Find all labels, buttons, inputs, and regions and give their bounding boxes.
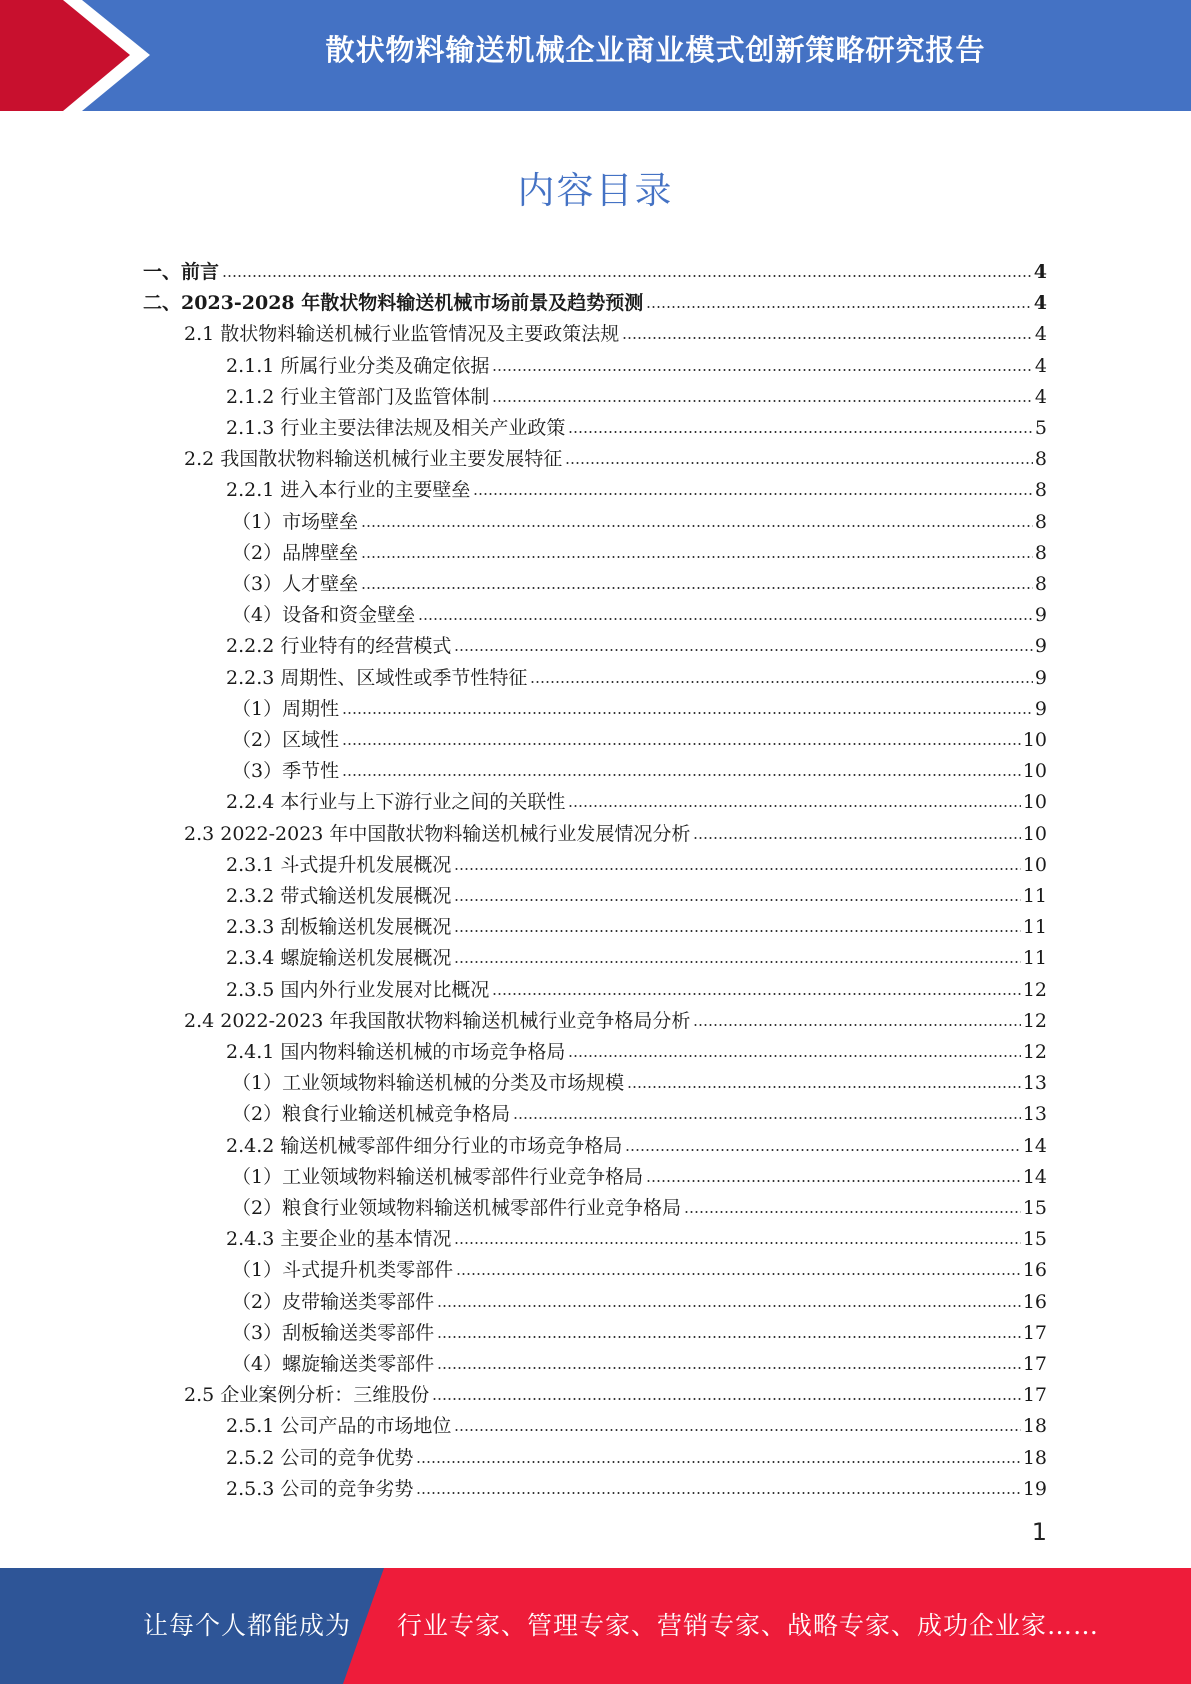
toc-entry-label: 二、2023-2028 年散状物料输送机械市场前景及趋势预测	[143, 292, 644, 315]
page-number: 1	[1031, 1518, 1047, 1546]
toc-entry[interactable]	[232, 721, 1047, 752]
toc-entry-label: （2）皮带输送类零部件	[232, 1290, 435, 1313]
toc-entry-page: 9	[1034, 604, 1047, 627]
toc-dot-leader	[432, 1396, 1021, 1402]
toc-entry-label: （1）周期性	[232, 697, 340, 720]
toc-entry-label: 2.4.2 输送机械零部件细分行业的市场竞争格局	[226, 1134, 623, 1157]
toc-entry-page: 11	[1022, 916, 1047, 939]
toc-entry[interactable]	[232, 752, 1047, 783]
page-footer	[0, 1568, 1191, 1684]
toc-dot-leader	[473, 491, 1033, 497]
toc-entry-page: 10	[1022, 791, 1047, 814]
report-title: 散状物料输送机械企业商业模式创新策略研究报告	[325, 33, 986, 67]
toc-dot-leader	[416, 1459, 1020, 1465]
toc-entry[interactable]	[226, 659, 1047, 690]
toc-entry[interactable]	[184, 1002, 1047, 1033]
toc-entry[interactable]	[143, 253, 1047, 284]
toc-dot-leader	[625, 1147, 1020, 1153]
toc-entry-label: （2）区域性	[232, 729, 340, 751]
toc-heading: 内容目录	[517, 169, 674, 212]
toc-entry[interactable]	[232, 1283, 1047, 1314]
toc-entry-page: 16	[1022, 1290, 1047, 1313]
toc-entry-label: 2.5.2 公司的竞争优势	[226, 1446, 414, 1469]
toc-entry-label: 2.3 2022-2023 年中国散状物料输送机械行业发展情况分析	[184, 822, 691, 845]
toc-entry-page: 10	[1022, 760, 1047, 783]
toc-entry-page: 13	[1022, 1072, 1047, 1095]
toc-entry-page: 11	[1022, 885, 1047, 907]
toc-entry[interactable]	[226, 939, 1047, 970]
toc-entry-page: 4	[1033, 261, 1047, 283]
toc-entry[interactable]	[226, 971, 1047, 1002]
toc-dot-leader	[454, 959, 1020, 965]
toc-dot-leader	[568, 803, 1020, 809]
toc-entry-label: 2.3.5 国内外行业发展对比概况	[226, 978, 490, 1001]
toc-dot-leader	[513, 1115, 1021, 1121]
toc-dot-leader	[568, 1053, 1020, 1059]
toc-entry-page: 8	[1034, 448, 1047, 471]
toc-dot-leader	[565, 460, 1033, 466]
toc-entry-label: 2.2.3 周期性、区域性或季节性特征	[226, 666, 528, 689]
toc-entry[interactable]	[232, 690, 1047, 721]
toc-entry-label: （2）粮食行业输送机械竞争格局	[232, 1103, 511, 1126]
toc-dot-leader	[492, 367, 1033, 373]
toc-dot-leader	[342, 741, 1021, 747]
toc-entry-label: （1）市场壁垒	[232, 510, 359, 533]
toc-entry-label: 2.3.3 刮板输送机发展概况	[226, 916, 452, 939]
toc-entry-page: 10	[1022, 822, 1047, 845]
toc-dot-leader	[437, 1334, 1021, 1340]
toc-dot-leader	[454, 928, 1020, 934]
toc-entry[interactable]	[226, 846, 1047, 877]
toc-dot-leader	[693, 1022, 1020, 1028]
toc-dot-leader	[622, 335, 1033, 341]
toc-entry[interactable]	[232, 1095, 1047, 1126]
toc-entry-page: 4	[1034, 323, 1047, 346]
toc-entry[interactable]	[184, 315, 1047, 346]
toc-dot-leader	[492, 398, 1033, 404]
toc-entry-label: 2.1 散状物料输送机械行业监管情况及主要政策法规	[184, 323, 620, 346]
toc-entry-label: （1）工业领域物料输送机械零部件行业竞争格局	[232, 1165, 644, 1188]
toc-entry-label: （1）工业领域物料输送机械的分类及市场规模	[232, 1072, 625, 1095]
page-header	[0, 0, 1191, 111]
toc-dot-leader	[342, 710, 1033, 716]
toc-entry-page: 19	[1022, 1477, 1047, 1500]
toc-entry-label: 2.5 企业案例分析：三维股份	[184, 1384, 430, 1407]
toc-entry-label: 一、前言	[143, 261, 220, 283]
toc-entry-label: （2）粮食行业领域物料输送机械零部件行业竞争格局	[232, 1197, 682, 1219]
toc-entry-page: 10	[1022, 729, 1047, 751]
toc-entry-label: （3）刮板输送类零部件	[232, 1321, 435, 1344]
toc-entry-page: 15	[1022, 1197, 1047, 1219]
toc-entry[interactable]	[226, 877, 1047, 908]
toc-entry[interactable]	[226, 783, 1047, 814]
toc-entry[interactable]	[226, 627, 1047, 658]
toc-entry-page: 13	[1022, 1103, 1047, 1126]
toc-entry[interactable]	[226, 1033, 1047, 1064]
toc-entry-page: 4	[1033, 292, 1047, 315]
toc-entry[interactable]	[184, 1376, 1047, 1407]
toc-entry-label: （3）人才壁垒	[232, 573, 359, 595]
toc-dot-leader	[361, 523, 1033, 529]
toc-dot-leader	[684, 1209, 1021, 1215]
toc-entry-page: 5	[1034, 417, 1047, 439]
toc-entry-page: 8	[1034, 479, 1047, 502]
toc-entry-label: 2.1.1 所属行业分类及确定依据	[226, 354, 490, 377]
toc-dot-leader	[437, 1303, 1021, 1309]
toc-entry-label: 2.3.1 斗式提升机发展概况	[226, 853, 452, 876]
toc-dot-leader	[456, 1271, 1021, 1277]
toc-entry[interactable]	[226, 1439, 1047, 1470]
toc-entry[interactable]	[226, 347, 1047, 378]
toc-entry-label: （4）螺旋输送类零部件	[232, 1353, 435, 1375]
toc-dot-leader	[454, 866, 1020, 872]
toc-entry-label: 2.2 我国散状物料输送机械行业主要发展特征	[184, 448, 563, 471]
toc-entry[interactable]	[232, 503, 1047, 534]
toc-entry-page: 16	[1022, 1259, 1047, 1282]
toc-entry-page: 17	[1022, 1353, 1047, 1375]
toc-entry-label: （3）季节性	[232, 760, 340, 783]
toc-entry[interactable]	[232, 1158, 1047, 1189]
toc-entry[interactable]	[232, 1345, 1047, 1376]
header-arrow-decoration	[0, 0, 160, 111]
toc-entry[interactable]	[232, 565, 1047, 596]
toc-entry-page: 9	[1034, 666, 1047, 689]
toc-dot-leader	[342, 772, 1021, 778]
toc-entry-page: 8	[1034, 541, 1047, 564]
toc-entry-page: 14	[1022, 1165, 1047, 1188]
toc-dot-leader	[416, 1490, 1020, 1496]
toc-entry-page: 8	[1034, 510, 1047, 533]
toc-entry[interactable]	[232, 534, 1047, 565]
toc-dot-leader	[492, 991, 1020, 997]
toc-entry-page: 17	[1022, 1321, 1047, 1344]
toc-entry[interactable]	[226, 409, 1047, 440]
toc-entry[interactable]	[226, 908, 1047, 939]
toc-entry[interactable]	[226, 378, 1047, 409]
toc-entry-label: 2.1.3 行业主要法律法规及相关产业政策	[226, 417, 566, 439]
toc-entry-page: 14	[1022, 1134, 1047, 1157]
toc-entry-page: 4	[1034, 385, 1047, 408]
toc-dot-leader	[454, 647, 1033, 653]
toc-entry[interactable]	[232, 1064, 1047, 1095]
toc-entry-label: （4）设备和资金壁垒	[232, 604, 416, 627]
toc-entry-label: 2.5.1 公司产品的市场地位	[226, 1415, 452, 1438]
toc-entry[interactable]	[232, 1251, 1047, 1282]
toc-entry-page: 4	[1034, 354, 1047, 377]
toc-entry[interactable]	[226, 1220, 1047, 1251]
toc-entry[interactable]	[232, 1189, 1047, 1220]
toc-entry-label: （2）品牌壁垒	[232, 541, 359, 564]
toc-entry-label: 2.2.2 行业特有的经营模式	[226, 635, 452, 658]
toc-dot-leader	[627, 1084, 1021, 1090]
toc-dot-leader	[454, 897, 1020, 903]
toc-entry-label: 2.4 2022-2023 年我国散状物料输送机械行业竞争格局分析	[184, 1009, 691, 1032]
toc-entry[interactable]	[226, 1127, 1047, 1158]
footer-slogan-left: 让每个人都能成为	[143, 1611, 352, 1640]
toc-entry[interactable]	[232, 1314, 1047, 1345]
toc-entry-label: 2.4.1 国内物料输送机械的市场竞争格局	[226, 1041, 566, 1063]
toc-dot-leader	[437, 1365, 1021, 1371]
toc-entry-page: 9	[1034, 697, 1047, 720]
toc-dot-leader	[646, 304, 1032, 310]
toc-dot-leader	[418, 616, 1033, 622]
toc-entry[interactable]	[226, 1407, 1047, 1438]
toc-dot-leader	[530, 679, 1033, 685]
toc-entry[interactable]	[184, 815, 1047, 846]
toc-entry-page: 9	[1034, 635, 1047, 658]
toc-entry-page: 8	[1034, 573, 1047, 595]
toc-entry[interactable]	[226, 1470, 1047, 1501]
toc-entry-page: 11	[1022, 947, 1047, 970]
toc-entry-page: 12	[1022, 1009, 1047, 1032]
toc-entry-label: 2.3.2 带式输送机发展概况	[226, 885, 452, 907]
toc-entry[interactable]	[143, 284, 1047, 315]
toc-dot-leader	[693, 835, 1020, 841]
toc-entry-page: 18	[1022, 1415, 1047, 1438]
toc-dot-leader	[568, 429, 1033, 435]
toc-dot-leader	[454, 1240, 1020, 1246]
toc-entry-label: （1）斗式提升机类零部件	[232, 1259, 454, 1282]
toc-entry-page: 10	[1022, 853, 1047, 876]
footer-slogan-right: 行业专家、管理专家、营销专家、战略专家、成功企业家……	[397, 1611, 1100, 1640]
toc-entry-label: 2.1.2 行业主管部门及监管体制	[226, 385, 490, 408]
toc-dot-leader	[361, 554, 1033, 560]
toc-entry-page: 12	[1022, 1041, 1047, 1063]
toc-entry[interactable]	[184, 440, 1047, 471]
toc-dot-leader	[361, 585, 1033, 591]
toc-entry-label: 2.4.3 主要企业的基本情况	[226, 1228, 452, 1251]
toc-entry-page: 17	[1022, 1384, 1047, 1407]
toc-entry-label: 2.3.4 螺旋输送机发展概况	[226, 947, 452, 970]
toc-entry-label: 2.2.1 进入本行业的主要壁垒	[226, 479, 471, 502]
toc-entry-page: 12	[1022, 978, 1047, 1001]
toc-entry-label: 2.2.4 本行业与上下游行业之间的关联性	[226, 791, 566, 814]
toc-entry-page: 15	[1022, 1228, 1047, 1251]
toc-entry-label: 2.5.3 公司的竞争劣势	[226, 1477, 414, 1500]
toc-entry-page: 18	[1022, 1446, 1047, 1469]
toc-dot-leader	[454, 1427, 1020, 1433]
toc-dot-leader	[222, 273, 1032, 279]
toc-entry[interactable]	[226, 471, 1047, 502]
toc-entry[interactable]	[232, 596, 1047, 627]
toc-dot-leader	[646, 1178, 1021, 1184]
